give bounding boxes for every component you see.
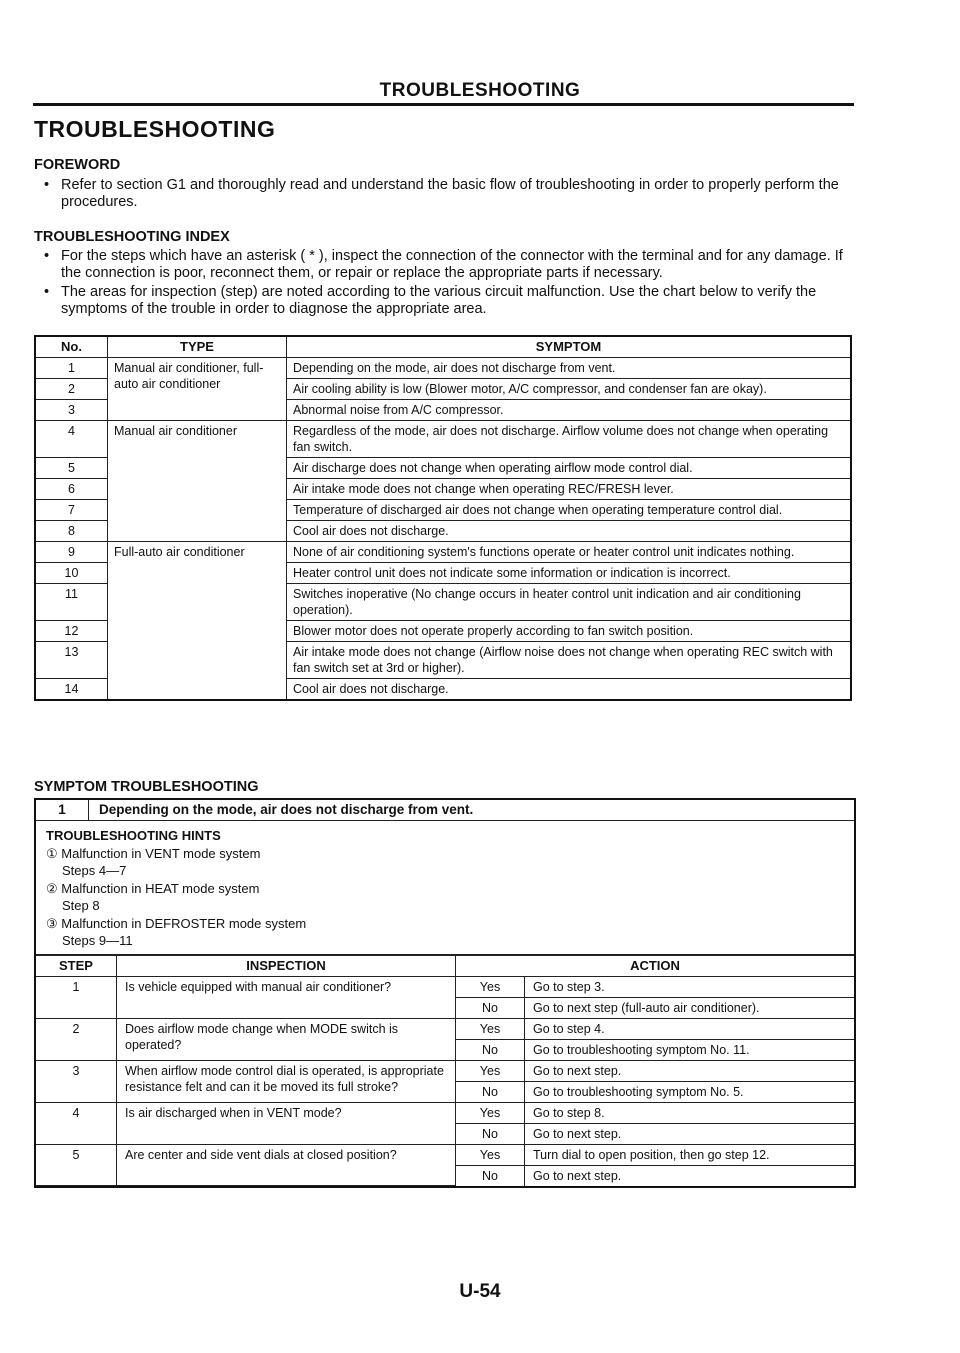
yes-label: Yes (456, 1018, 525, 1039)
row-type: Manual air conditioner, full-auto air conditioner (108, 358, 287, 421)
hint-line: ② Malfunction in HEAT mode system (46, 880, 260, 896)
row-number: 7 (35, 500, 108, 521)
hint-line: Step 8 (62, 898, 100, 913)
foreword-bullet: • Refer to section G1 and thoroughly read and understand the basic flow of troubleshooting in order to properly perform the procedures. (61, 177, 861, 211)
symptom-title-row (36, 800, 854, 821)
yes-label: Yes (456, 1102, 525, 1123)
row-symptom: Depending on the mode, air does not discharge from vent. (287, 358, 852, 379)
table-header-row (35, 336, 851, 358)
row-symptom: Heater control unit does not indicate some information or indication is incorrect. (287, 563, 852, 584)
no-label: No (456, 1123, 525, 1144)
row-number: 3 (35, 400, 108, 421)
step-number: 3 (36, 1060, 117, 1102)
step-inspection: Is air discharged when in VENT mode? (117, 1102, 456, 1144)
row-symptom: Air cooling ability is low (Blower motor, A/C compressor, and condenser fan are okay). (287, 379, 852, 400)
step-number: 5 (36, 1144, 117, 1186)
hints-title: TROUBLESHOOTING HINTS (46, 828, 221, 843)
row-number: 10 (35, 563, 108, 584)
hint-line: Steps 9—11 (62, 933, 133, 948)
row-symptom: Air intake mode does not change when operating REC/FRESH lever. (287, 479, 852, 500)
troubleshooting-index-table (34, 335, 852, 701)
table-header-row (36, 955, 854, 976)
foreword-heading: FOREWORD (34, 157, 121, 173)
row-symptom: Cool air does not discharge. (287, 679, 852, 701)
symptom-heading: SYMPTOM TROUBLESHOOTING (34, 779, 259, 795)
yes-label: Yes (456, 1144, 525, 1165)
header-rule (33, 103, 854, 106)
no-label: No (456, 997, 525, 1018)
troubleshooting-hints (36, 821, 854, 955)
table-row (35, 421, 851, 458)
no-action: Go to troubleshooting symptom No. 5. (525, 1081, 855, 1102)
row-number: 14 (35, 679, 108, 701)
row-number: 8 (35, 521, 108, 542)
column-header: No. (35, 336, 108, 358)
index-bullet: • The areas for inspection (step) are noted according to the various circuit malfunction. Use the chart below to verify the symptoms of the trouble in order to diagnose the appropriate area. (61, 284, 861, 318)
inspection-steps (36, 976, 854, 1186)
step-number: 2 (36, 1018, 117, 1060)
row-symptom: Temperature of discharged air does not change when operating temperature control dial. (287, 500, 852, 521)
hint-line: ③ Malfunction in DEFROSTER mode system (46, 915, 307, 931)
step-inspection: Is vehicle equipped with manual air conditioner? (117, 976, 456, 1018)
yes-label: Yes (456, 976, 525, 997)
hint-line: Steps 4—7 (62, 863, 127, 878)
symptom-title: Depending on the mode, air does not discharge from vent. (99, 802, 474, 817)
table-row (36, 976, 854, 997)
row-number: 1 (35, 358, 108, 379)
step-number: 1 (36, 976, 117, 1018)
symptom-box (34, 798, 856, 1188)
table-row (36, 1060, 854, 1081)
no-action: Go to next step (full-auto air conditioner). (525, 997, 855, 1018)
yes-action: Turn dial to open position, then go step 12. (525, 1144, 855, 1165)
no-label: No (456, 1165, 525, 1186)
step-inspection: When airflow mode control dial is operated, is appropriate resistance felt and can it be moved its full stroke? (117, 1060, 456, 1102)
symptom-number: 1 (36, 800, 89, 820)
index-bullet: • For the steps which have an asterisk ( * ), inspect the connection of the connector with the terminal and for any damage. If the connection is poor, reconnect them, or repair or replace the appropriate parts if necessary. (61, 248, 861, 282)
yes-label: Yes (456, 1060, 525, 1081)
row-symptom: Air discharge does not change when operating airflow mode control dial. (287, 458, 852, 479)
page-number: U-54 (459, 1281, 501, 1302)
row-symptom: Cool air does not discharge. (287, 521, 852, 542)
yes-action: Go to step 4. (525, 1018, 855, 1039)
table-row (35, 542, 851, 563)
column-header: SYMPTOM (287, 336, 852, 358)
step-number: 4 (36, 1102, 117, 1144)
column-header: ACTION (456, 955, 855, 976)
row-number: 4 (35, 421, 108, 458)
column-header: INSPECTION (117, 955, 456, 976)
row-number: 12 (35, 621, 108, 642)
no-action: Go to next step. (525, 1123, 855, 1144)
row-symptom: None of air conditioning system's functions operate or heater control unit indicates nothing. (287, 542, 852, 563)
row-symptom: Blower motor does not operate properly according to fan switch position. (287, 621, 852, 642)
row-number: 6 (35, 479, 108, 500)
row-symptom: Switches inoperative (No change occurs in heater control unit indication and air conditioning operation). (287, 584, 852, 621)
no-action: Go to troubleshooting symptom No. 11. (525, 1039, 855, 1060)
table-row (36, 1144, 854, 1165)
row-symptom: Abnormal noise from A/C compressor. (287, 400, 852, 421)
row-number: 11 (35, 584, 108, 621)
hint-line: ① Malfunction in VENT mode system (46, 845, 261, 861)
row-type: Full-auto air conditioner (108, 542, 287, 701)
row-number: 2 (35, 379, 108, 400)
step-inspection: Does airflow mode change when MODE switch is operated? (117, 1018, 456, 1060)
row-number: 9 (35, 542, 108, 563)
no-label: No (456, 1039, 525, 1060)
row-symptom: Air intake mode does not change (Airflow noise does not change when operating REC switch with fan switch set at 3rd or higher). (287, 642, 852, 679)
index-heading: TROUBLESHOOTING INDEX (34, 229, 230, 245)
table-row (36, 1102, 854, 1123)
column-header: TYPE (108, 336, 287, 358)
yes-action: Go to step 8. (525, 1102, 855, 1123)
page-title: TROUBLESHOOTING (34, 116, 276, 142)
table-row (35, 358, 851, 379)
no-label: No (456, 1081, 525, 1102)
row-number: 13 (35, 642, 108, 679)
running-header: TROUBLESHOOTING (379, 80, 581, 101)
column-header: STEP (36, 955, 117, 976)
row-number: 5 (35, 458, 108, 479)
table-row (36, 1018, 854, 1039)
step-inspection: Are center and side vent dials at closed position? (117, 1144, 456, 1186)
yes-action: Go to next step. (525, 1060, 855, 1081)
row-type: Manual air conditioner (108, 421, 287, 542)
inspection-table (36, 955, 854, 1187)
yes-action: Go to step 3. (525, 976, 855, 997)
no-action: Go to next step. (525, 1165, 855, 1186)
row-symptom: Regardless of the mode, air does not discharge. Airflow volume does not change when operating fan switch. (287, 421, 852, 458)
